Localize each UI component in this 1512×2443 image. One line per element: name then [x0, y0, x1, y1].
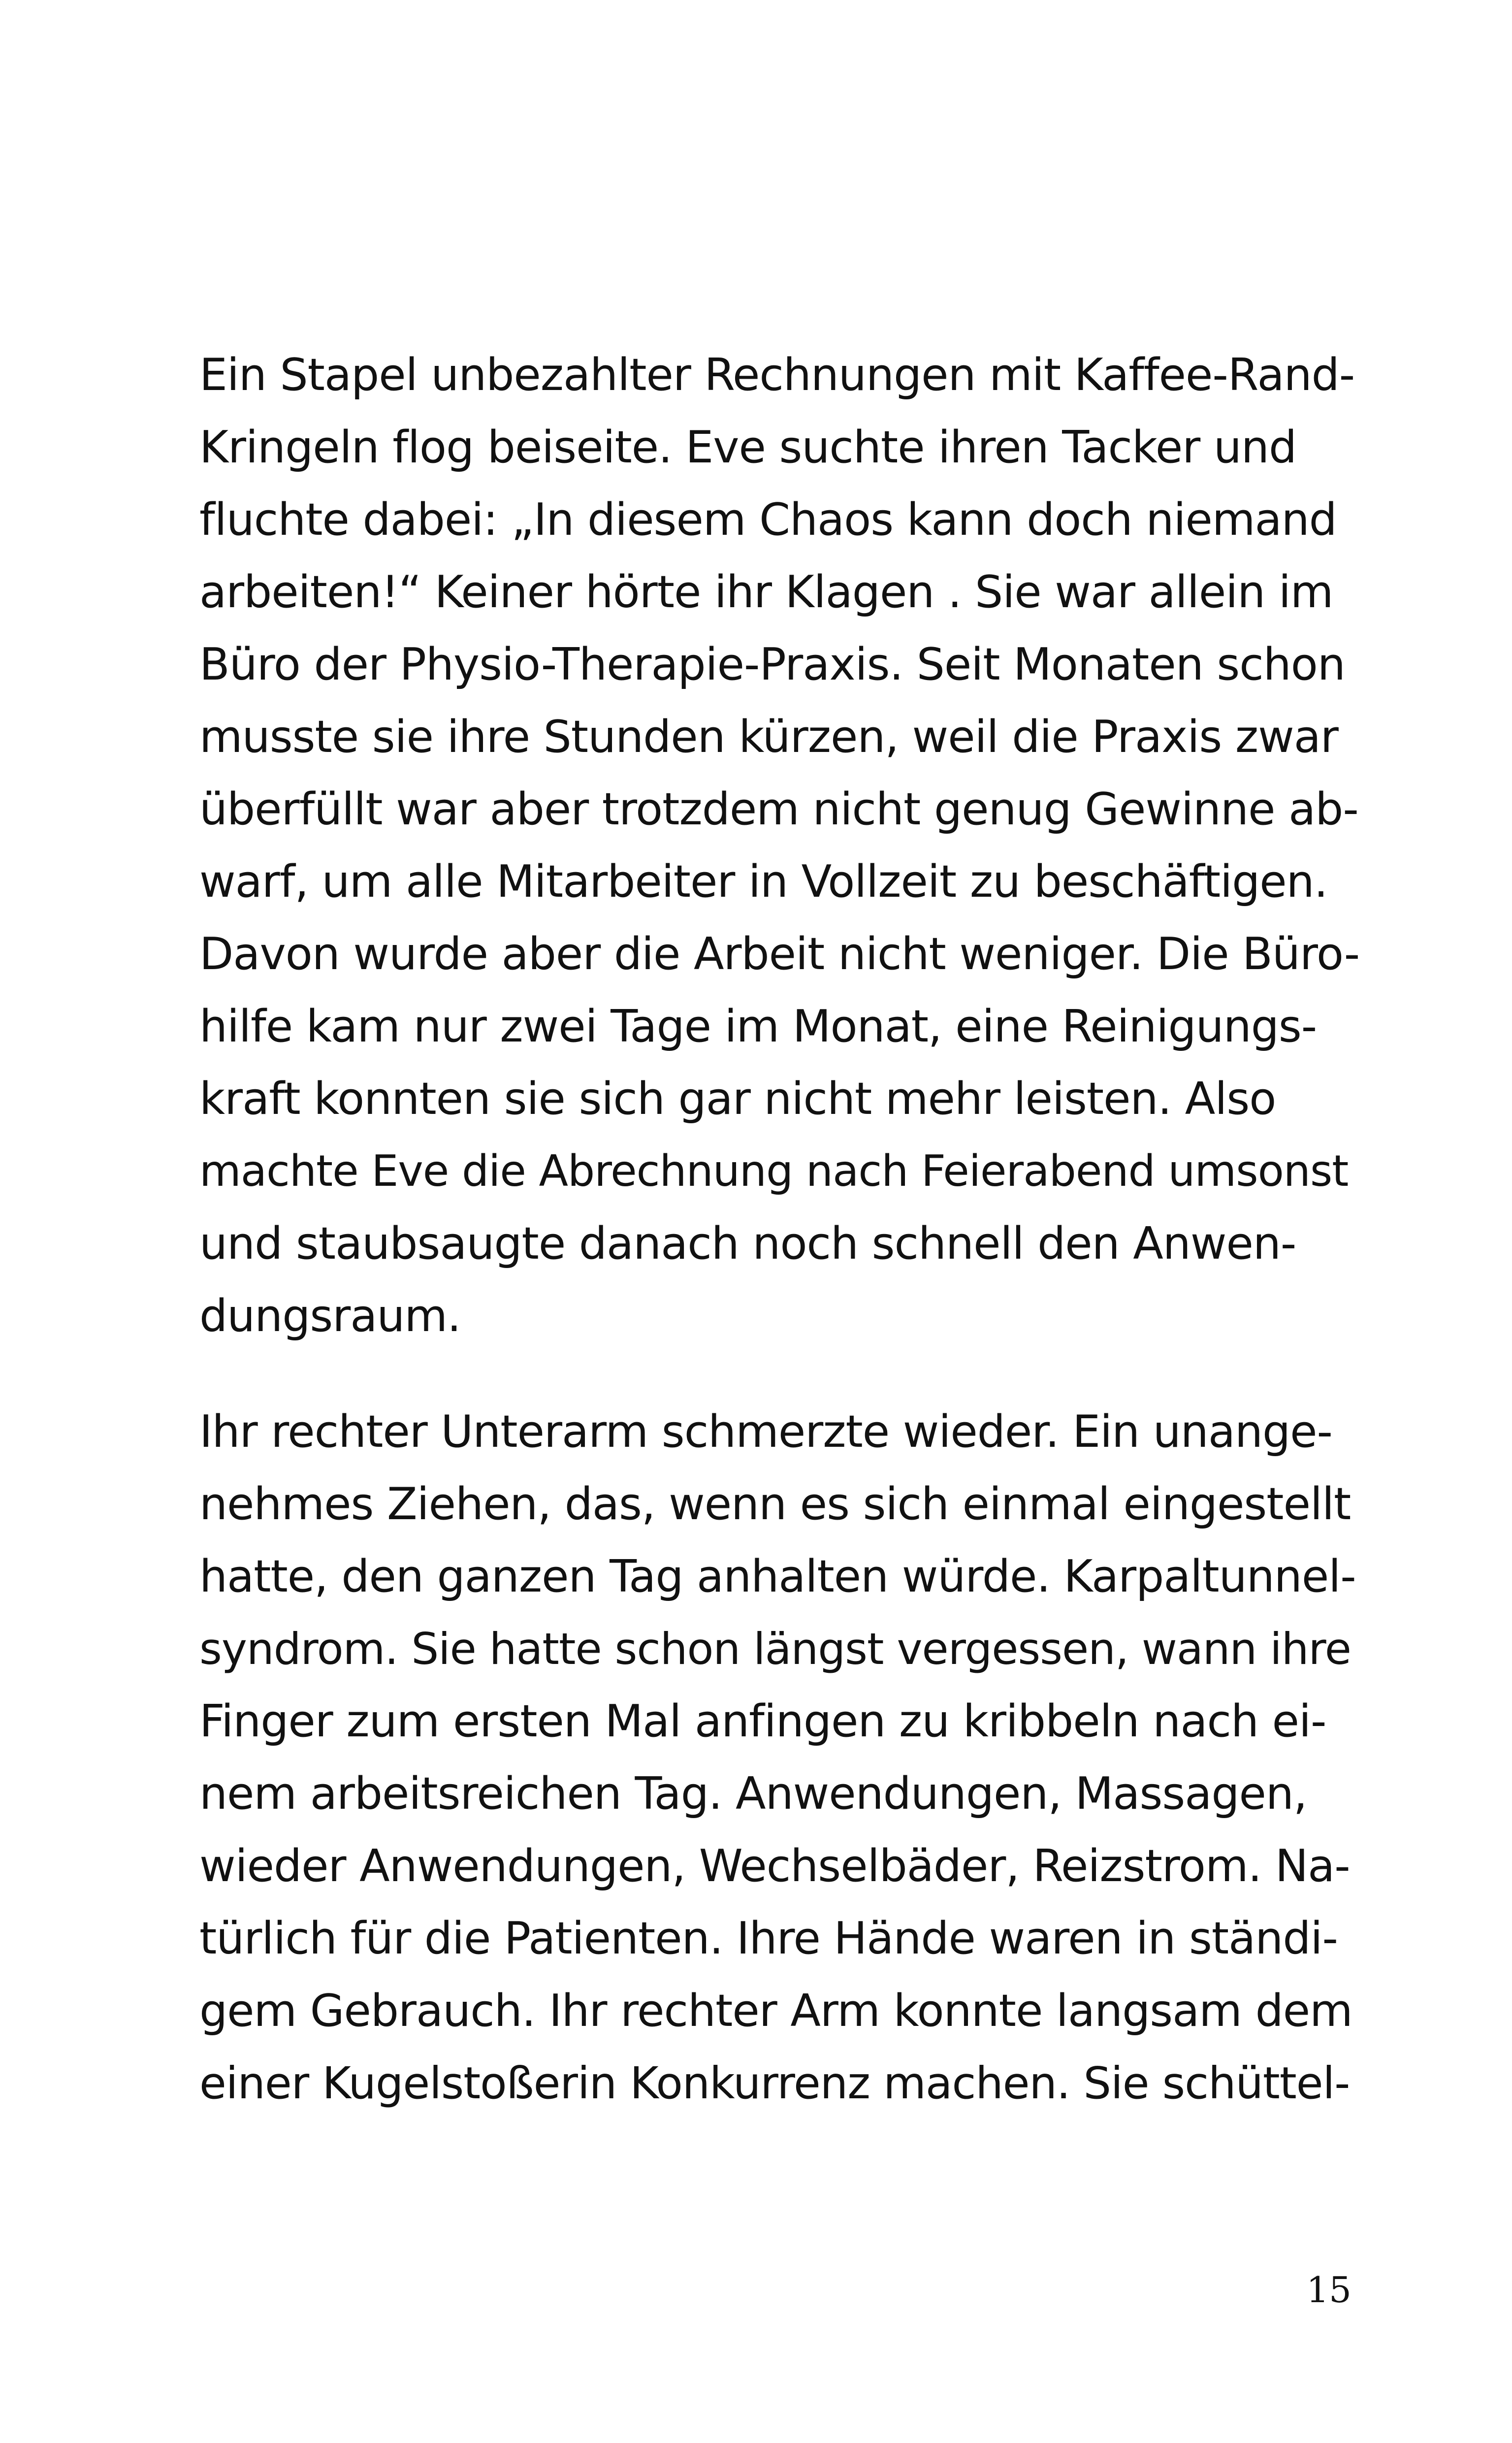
page-number: 15 [1306, 2269, 1351, 2311]
text-line: nem arbeitsreichen Tag. Anwendungen, Massagen, [199, 1768, 1307, 1820]
text-line: warf, um alle Mitarbeiter in Vollzeit zu beschäftigen. [199, 856, 1328, 908]
paragraph-spacer [199, 1352, 1361, 1396]
text-line: überfüllt war aber trotzdem nicht genug Gewinne ab- [199, 783, 1358, 835]
text-line: wieder Anwendungen, Wechselbäder, Reizstrom. Na- [199, 1840, 1350, 1892]
text-line: machte Eve die Abrechnung nach Feierabend umsonst [199, 1146, 1349, 1196]
text-line: Ein Stapel unbezahlter Rechnungen mit Kaffee-Rand- [199, 349, 1355, 401]
text-line: nehmes Ziehen, das, wenn es sich einmal eingestellt [199, 1478, 1351, 1530]
text-line: Kringeln flog beiseite. Eve suchte ihren Tacker und [199, 422, 1297, 473]
body-text [199, 339, 1361, 2119]
text-line: hilfe kam nur zwei Tage im Monat, eine Reinigungs- [199, 1001, 1317, 1052]
text-line: einer Kugelstoßerin Konkurrenz machen. Sie schüttel- [199, 2057, 1350, 2109]
text-line: kraft konnten sie sich gar nicht mehr leisten. Also [199, 1073, 1276, 1125]
text-line: Finger zum ersten Mal anfingen zu kribbeln nach ei- [199, 1695, 1326, 1747]
text-line: hatte, den ganzen Tag anhalten würde. Karpaltunnel- [199, 1551, 1356, 1602]
paragraph-1 [199, 339, 1361, 1352]
text-line: Büro der Physio-Therapie-Praxis. Seit Monaten schon [199, 639, 1345, 690]
text-line: Davon wurde aber die Arbeit nicht weniger. Die Büro- [199, 928, 1360, 980]
text-line: dungsraum. [199, 1290, 461, 1342]
text-line: fluchte dabei: „In diesem Chaos kann doch niemand [199, 494, 1337, 546]
text-line: und staubsaugte danach noch schnell den Anwen- [199, 1218, 1296, 1270]
text-line: musste sie ihre Stunden kürzen, weil die Praxis zwar [199, 711, 1338, 763]
text-line: arbeiten!“ Keiner hörte ihr Klagen . Sie war allein im [199, 566, 1333, 618]
text-line: türlich für die Patienten. Ihre Hände waren in ständi- [199, 1913, 1338, 1964]
text-line: Ihr rechter Unterarm schmerzte wieder. Ein unange- [199, 1406, 1332, 1458]
paragraph-2 [199, 1396, 1361, 2119]
text-line: syndrom. Sie hatte schon längst vergessen, wann ihre [199, 1624, 1351, 1674]
text-line: gem Gebrauch. Ihr rechter Arm konnte langsam dem [199, 1985, 1352, 2037]
